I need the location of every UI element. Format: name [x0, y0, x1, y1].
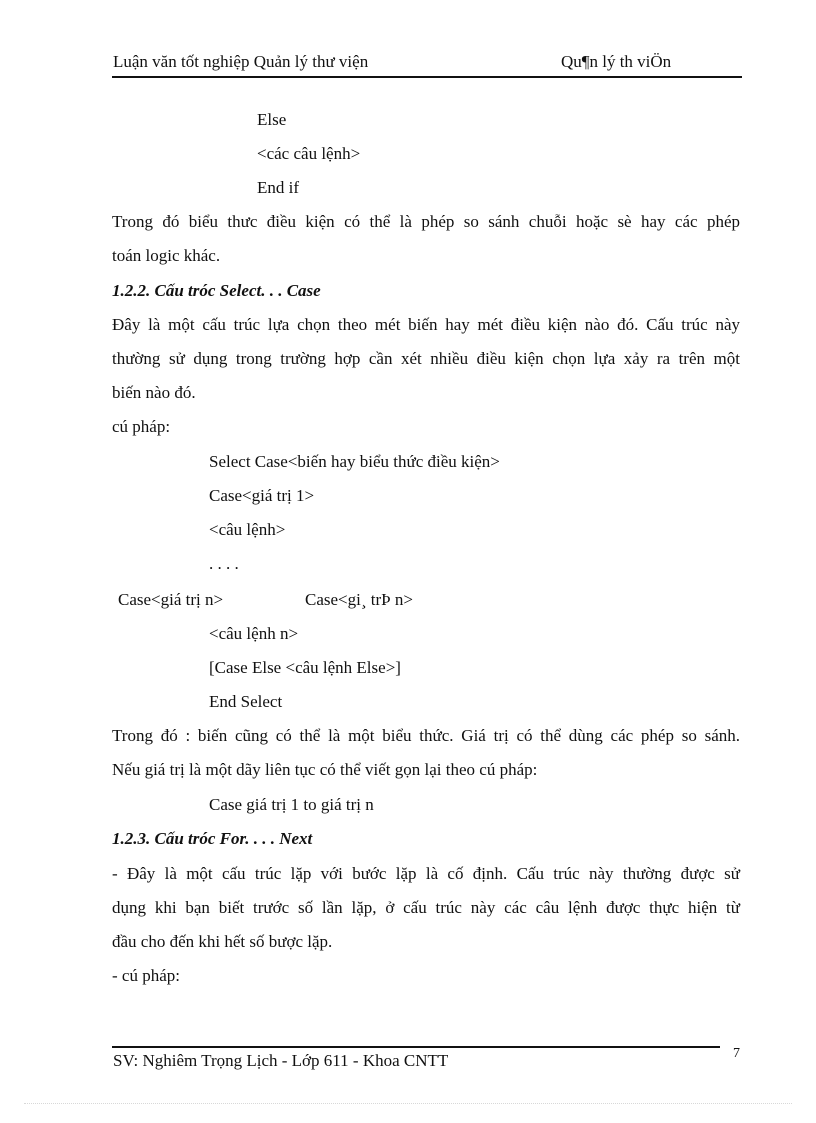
code-line: <các câu lệnh> — [257, 144, 361, 163]
paragraph-line: dụng khi bạn biết trước số lần lặp, ở cấu trúc này các câu lệnh được thực hiện từ — [112, 898, 740, 917]
code-line: . . . . — [209, 554, 239, 573]
code-line: End if — [257, 178, 300, 197]
section-heading: 1.2.3. Cấu tróc For. . . . Next — [112, 829, 313, 848]
paragraph-line: Nếu giá trị là một dãy liên tục có thể viết gọn lại theo cú pháp: — [112, 760, 538, 779]
code-line: End Select — [209, 692, 283, 711]
paragraph-line: Trong đó : biến cũng có thể là một biểu thức. Giá trị có thể dùng các phép so sánh. — [112, 726, 740, 745]
paragraph-line: Trong đó biểu thưc điều kiện có thể là phép so sánh chuỗi hoặc sè hay các phép — [112, 212, 740, 231]
code-line: Case giá trị 1 to giá trị n — [209, 795, 374, 814]
page-number: 7 — [733, 1046, 740, 1061]
code-line: Case<giá trị n> — [118, 590, 224, 609]
paragraph-line: đầu cho đến khi hết số bược lặp. — [112, 932, 333, 951]
paragraph-line: thường sử dụng trong trường hợp cần xét nhiều điều kiện chọn lựa xảy ra trên một — [112, 349, 740, 368]
header-rule — [112, 76, 742, 78]
section-heading: 1.2.2. Cấu tróc Select. . . Case — [112, 281, 321, 300]
code-line: Else — [257, 110, 287, 129]
code-line: [Case Else <câu lệnh Else>] — [209, 658, 401, 677]
paragraph-line: cú pháp: — [112, 417, 171, 436]
code-line: <câu lệnh> — [209, 520, 286, 539]
header-left: Luận văn tốt nghiệp Quản lý thư viện — [113, 52, 369, 71]
paragraph-line: - cú pháp: — [112, 966, 180, 985]
paragraph-line: - Đây là một cấu trúc lặp với bước lặp là cố định. Cấu trúc này thường được sử — [112, 864, 740, 883]
header-right: Qu¶n lý th viÖn — [561, 52, 672, 71]
paragraph-line: biến nào đó. — [112, 383, 196, 402]
footer-rule — [112, 1046, 720, 1048]
code-line: Case<gi¸ trÞ n> — [305, 590, 413, 609]
code-line: Select Case<biến hay biểu thức điều kiện> — [209, 452, 500, 471]
paragraph-line: toán logic khác. — [112, 246, 221, 265]
paragraph-line: Đây là một cấu trúc lựa chọn theo mét biến hay mét điều kiện nào đó. Cấu trúc này — [112, 315, 740, 334]
code-line: <câu lệnh n> — [209, 624, 299, 643]
footer-text: SV: Nghiêm Trọng Lịch - Lớp 611 - Khoa CNTT — [113, 1051, 449, 1070]
page-bottom-dotted-line — [24, 1103, 792, 1104]
code-line: Case<giá trị 1> — [209, 486, 315, 505]
